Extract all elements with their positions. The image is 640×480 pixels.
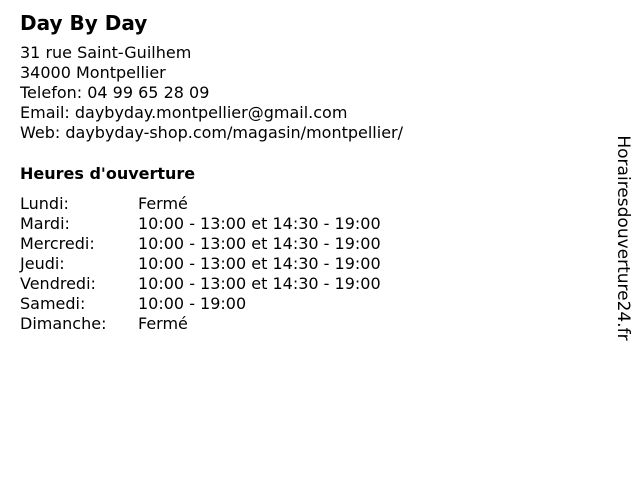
store-name: Day By Day [20, 11, 148, 35]
hours-row-saturday [20, 294, 381, 314]
hours-row-friday [20, 274, 381, 294]
opening-hours-table [20, 194, 381, 334]
time-value: 10:00 - 19:00 [138, 294, 247, 313]
time-value: 10:00 - 13:00 et 14:30 - 19:00 [138, 214, 381, 233]
day-label: Samedi: [20, 294, 86, 313]
day-label: Mardi: [20, 214, 70, 233]
hours-row-monday [20, 194, 381, 214]
time-value: Fermé [138, 194, 188, 213]
hours-row-thursday [20, 254, 381, 274]
hours-row-sunday [20, 314, 381, 334]
time-value: 10:00 - 13:00 et 14:30 - 19:00 [138, 234, 381, 253]
website-url: Web: daybyday-shop.com/magasin/montpellier/ [20, 123, 404, 142]
address-block [20, 43, 403, 143]
day-label: Lundi: [20, 194, 69, 213]
day-label: Mercredi: [20, 234, 95, 253]
time-value: Fermé [138, 314, 188, 333]
day-label: Vendredi: [20, 274, 96, 293]
hours-row-tuesday [20, 214, 381, 234]
postal-city: 34000 Montpellier [20, 63, 166, 82]
time-value: 10:00 - 13:00 et 14:30 - 19:00 [138, 254, 381, 273]
phone-number: Telefon: 04 99 65 28 09 [20, 83, 210, 102]
day-label: Dimanche: [20, 314, 107, 333]
email-address: Email: daybyday.montpellier@gmail.com [20, 103, 348, 122]
day-label: Jeudi: [20, 254, 65, 273]
hours-row-wednesday [20, 234, 381, 254]
time-value: 10:00 - 13:00 et 14:30 - 19:00 [138, 274, 381, 293]
street-address: 31 rue Saint-Guilhem [20, 43, 192, 62]
site-watermark: Horairesdouverture24.fr [613, 135, 633, 341]
opening-hours-heading: Heures d'ouverture [20, 164, 196, 183]
